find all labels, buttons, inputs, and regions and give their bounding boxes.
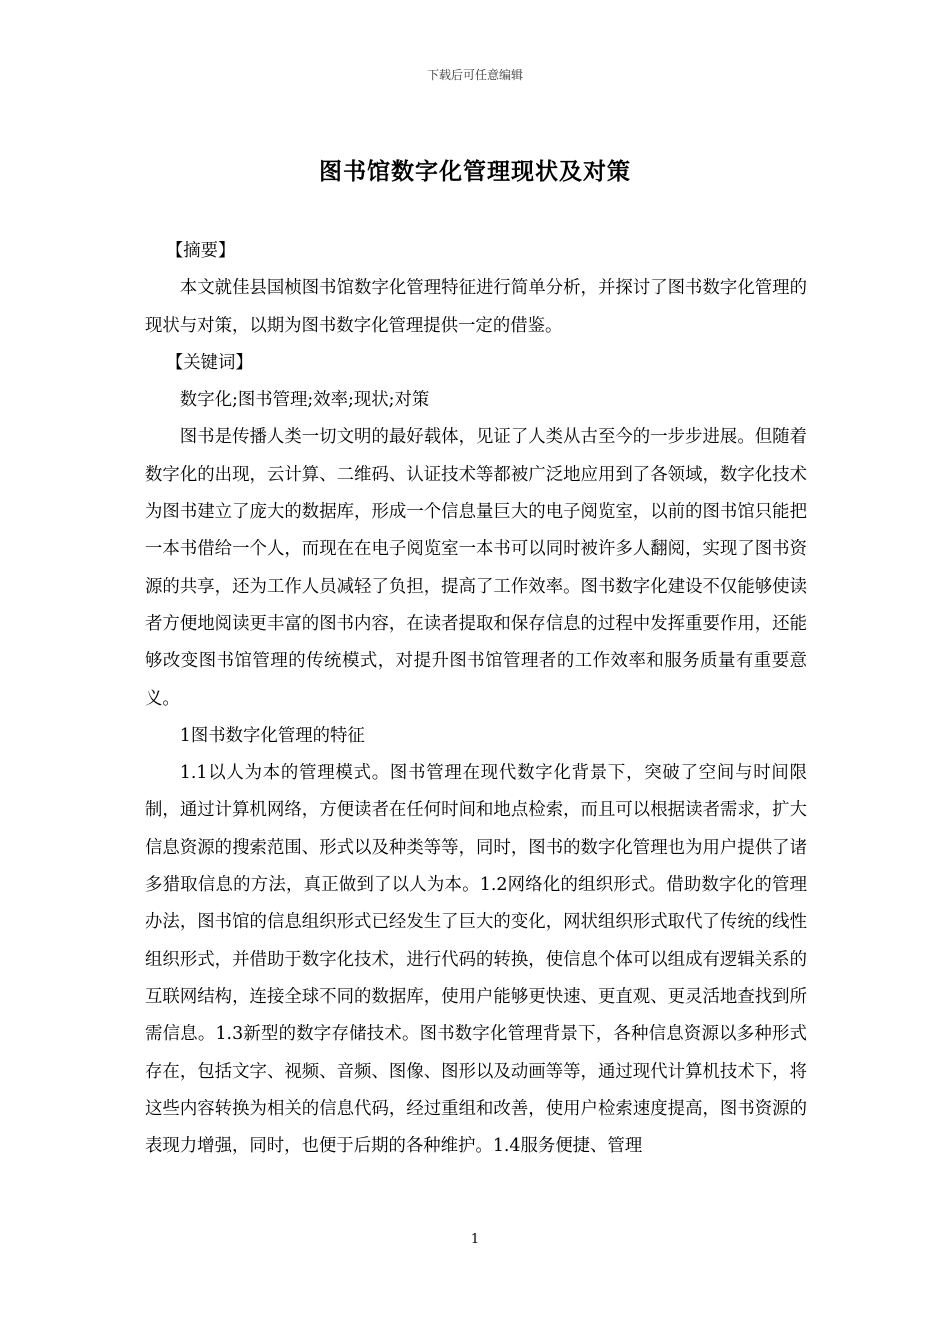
header-note: 下载后可任意编辑 bbox=[426, 68, 523, 82]
keywords-label: 【关键词】 bbox=[165, 352, 253, 373]
section-paragraph: 1.1以人为本的管理模式。图书管理在现代数字化背景下，突破了空间与时间限制，通过计算机网络，方便读者在任何时间和地点检索，而且可以根据读者需求，扩大信息资源的搜索范围、形式以及种类等等，同时，图书的数字化管理也为用户提供了诸多猎取信息的方法，真正做到了以人为本。1.2网络化的组织形式。借助数字化的管理办法，图书馆的信息组织形式已经发生了巨大的变化，网状组织形式取代了传统的线性组织形式，并借助于数字化技术，进行代码的转换，使信息个体可以组成有逻辑关系的互联网结构，连接全球不同的数据库，使用户能够更快速、更直观、更灵活地查找到所需信息。1.3新型的数字存储技术。图书数字化管理背景下，各种信息资源以多种形式存在，包括文字、视频、音频、图像、图形以及动画等等，通过现代计算机技术下，将这些内容转换为相关的信息代码，经过重组和改善，使用户检索速度提高，图书资源的表现力增强，同时，也便于后期的各种维护。1.4服务便捷、管理 bbox=[145, 763, 807, 1157]
abstract-label: 【摘要】 bbox=[165, 241, 236, 261]
page-number: 1 bbox=[470, 1232, 480, 1247]
intro-paragraph: 图书是传播人类一切文明的最好载体，见证了人类从古至今的一步步进展。但随着数字化的出现，云计算、二维码、认证技术等都被广泛地应用到了各领域，数字化技术为图书建立了庞大的数据库，形成一个信息量巨大的电子阅览室，以前的图书馆只能把一本书借给一个人，而现在在电子阅览室一本书可以同时被许多人翻阅，实现了图书资源的共享，还为工作人员减轻了负担，提高了工作效率。图书数字化建设不仅能够使读者方便地阅读更丰富的图书内容，在读者提取和保存信息的过程中发挥重要作用，还能够改变图书馆管理的传统模式，对提升图书馆管理者的工作效率和服务质量有重要意义。 bbox=[145, 427, 807, 709]
document-title: 图书馆数字化管理现状及对策 bbox=[319, 158, 631, 185]
section-heading: 1图书数字化管理的特征 bbox=[179, 725, 365, 746]
abstract-text: 本文就佳县国桢图书馆数字化管理特征进行简单分析，并探讨了图书数字化管理的现状与对策，以期为图书数字化管理提供一定的借鉴。 bbox=[145, 278, 807, 336]
keywords-text: 数字化;图书管理;效率;现状;对策 bbox=[179, 390, 430, 411]
document-body bbox=[145, 233, 807, 1165]
